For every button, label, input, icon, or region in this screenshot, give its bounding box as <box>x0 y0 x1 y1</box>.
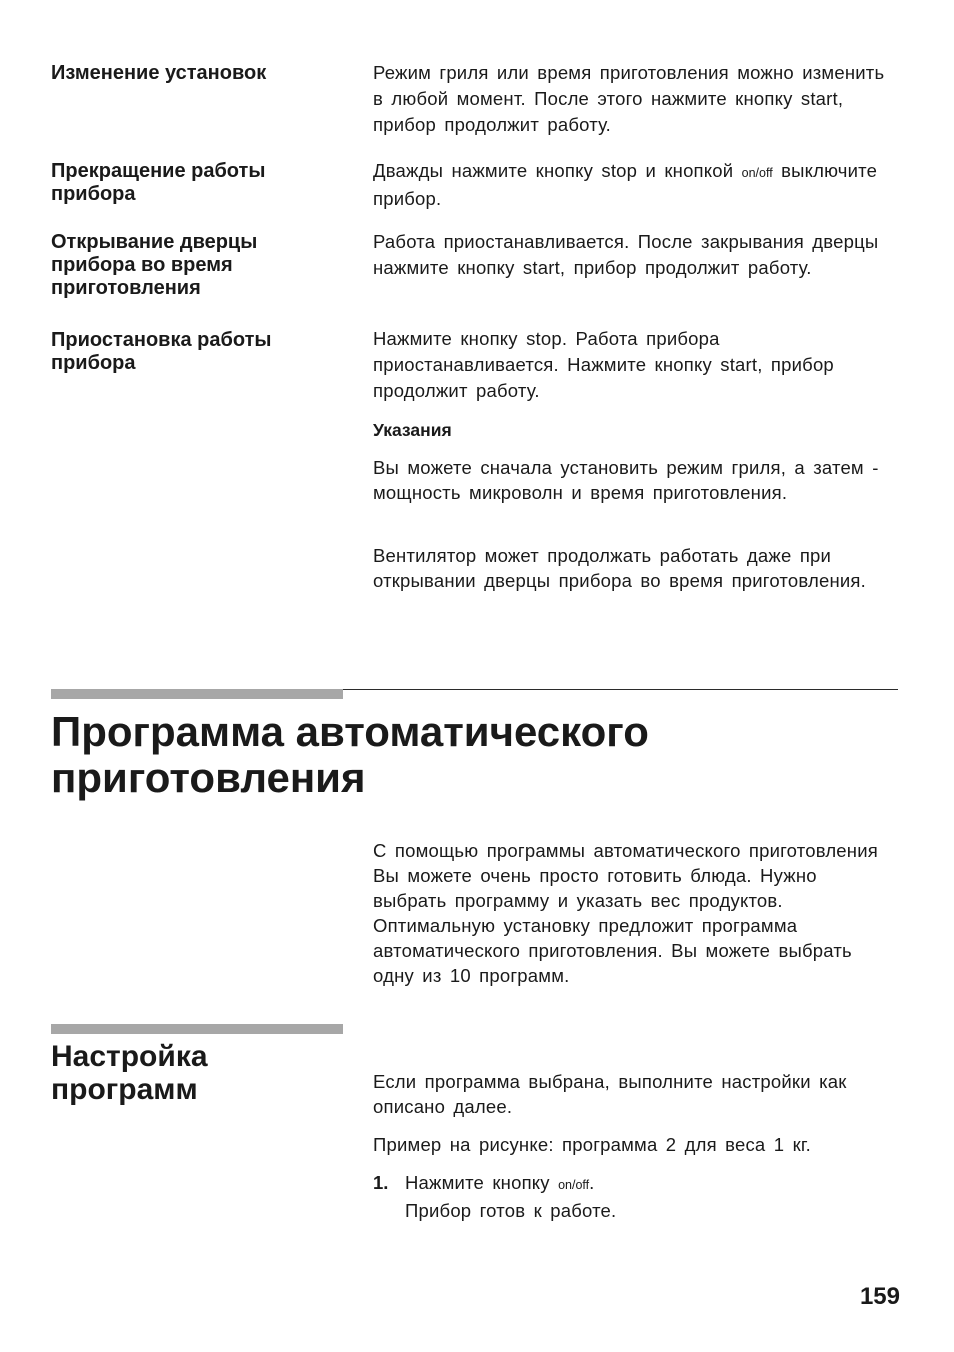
text-stop-operation <box>373 158 898 212</box>
heading-change-settings: Изменение установок <box>51 62 267 84</box>
heading-pause-operation: Приостановка работы прибора <box>51 329 272 374</box>
text-stop-before: Дважды нажмите кнопку stop и кнопкой <box>373 160 734 181</box>
subsection-divider-bar <box>51 1024 343 1034</box>
note-item-1: Вы можете сначала установить режим гриля, а затем - мощность микроволн и время приготовления. <box>373 457 879 503</box>
step-text <box>405 1170 895 1224</box>
text-stop-after: выключите прибор. <box>373 160 878 209</box>
subsection-title: Настройка программ <box>51 1040 208 1106</box>
step-number: 1. <box>373 1172 389 1193</box>
notes-heading: Указания <box>373 420 452 440</box>
section-intro: С помощью программы автоматического приготовления Вы можете очень просто готовить блюда. Нужно выбрать программу и указать вес продуктов. Оптимальную установку предложит программа автоматического приготовления. Вы можете выбрать одну из 10 программ. <box>373 840 878 986</box>
text-change-settings: Режим гриля или время приготовления можно изменить в любой момент. После этого нажмите кнопку start, прибор продолжит работу. <box>373 62 885 135</box>
heading-open-door: Открывание дверцы прибора во время приготовления <box>51 231 258 299</box>
step-instruction <box>405 1170 895 1198</box>
note-item-2: Вентилятор может продолжать работать даже при открывании дверцы прибора во время приготовления. <box>373 545 866 591</box>
section-divider-rule <box>343 689 898 690</box>
text-pause-operation: Нажмите кнопку stop. Работа прибора приостанавливается. Нажмите кнопку start, прибор продолжит работу. <box>373 328 834 401</box>
subsection-paragraph-1: Если программа выбрана, выполните настройки как описано далее. <box>373 1071 847 1117</box>
step-result: Прибор готов к работе. <box>405 1200 617 1221</box>
subsection-paragraph-2: Пример на рисунке: программа 2 для веса 1 кг. <box>373 1134 811 1155</box>
step-instruction-before: Нажмите кнопку <box>405 1172 550 1193</box>
text-open-door: Работа приостанавливается. После закрывания дверцы нажмите кнопку start, прибор продолжит работу. <box>373 231 879 278</box>
onoff-key-label: on/off <box>741 166 773 180</box>
step-onoff-key-label: on/off <box>558 1178 590 1192</box>
section-divider-bar <box>51 689 343 699</box>
step-instruction-after: . <box>589 1172 595 1193</box>
section-title: Программа автоматического приготовления <box>51 708 649 801</box>
heading-stop-operation: Прекращение работы прибора <box>51 160 266 205</box>
page-number: 159 <box>859 1283 900 1310</box>
